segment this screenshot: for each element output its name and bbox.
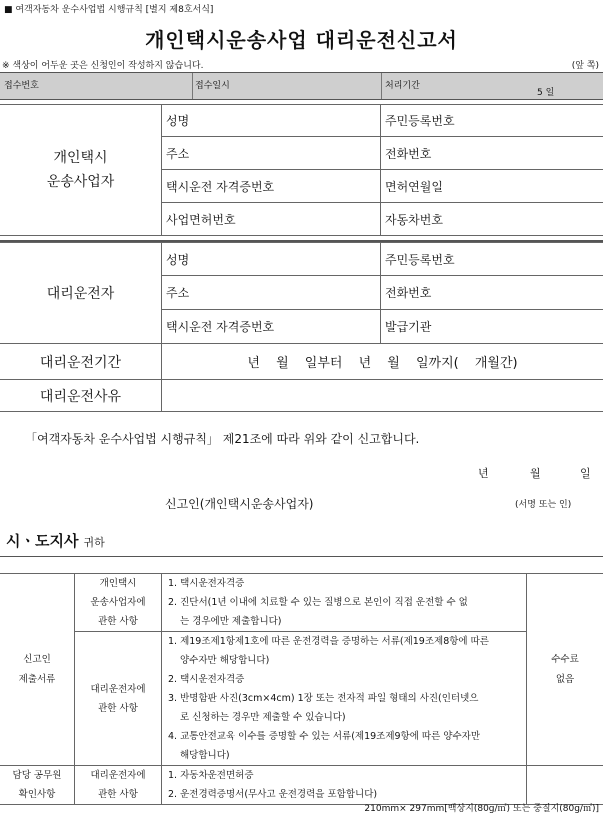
driver-doc-item: 해당합니다) — [180, 750, 230, 761]
owner-table — [0, 104, 603, 236]
owner-license-date-field[interactable]: 면허연월일 — [381, 170, 603, 203]
form-number: ■ 여객자동차 운수사업법 시행규칙 [별지 제8호서식] — [4, 5, 214, 15]
owner-car-no-field[interactable]: 자동차번호 — [381, 203, 603, 236]
driver-docs-label: 대리운전자에 관한 사항 — [75, 632, 162, 766]
submit-docs-label: 신고인 제출서류 — [0, 574, 75, 766]
driver-doc-item: 4. 교통안전교육 이수를 증명할 수 있는 서류(제19조제9항에 따른 양수자만 — [168, 731, 481, 742]
official-doc-item: 1. 자동차운전면허증 — [168, 770, 254, 781]
official-docs-list — [162, 766, 527, 805]
receipt-bar — [0, 72, 603, 100]
driver-phone-field[interactable]: 전화번호 — [381, 276, 603, 310]
driver-doc-item: 3. 반명함판 사진(3cm×4cm) 1장 또는 전자적 파일 형태의 사진(인터넷으 — [168, 693, 479, 704]
driver-issuer-field[interactable]: 발급기관 — [381, 310, 603, 344]
driver-license-cert-field[interactable]: 택시운전 자격증번호 — [162, 310, 381, 344]
date-year: 년 — [478, 467, 489, 480]
driver-section-label: 대리운전자 — [0, 243, 162, 344]
processing-period-label: 처리기간 — [385, 81, 420, 91]
official-doc-item: 2. 운전경력증명서(무사고 운전경력을 포함합니다) — [168, 789, 378, 800]
sign-hint: (서명 또는 인) — [515, 500, 572, 510]
receipt-number-label: 접수번호 — [4, 81, 39, 91]
driver-doc-item: 2. 택시운전자격증 — [168, 674, 245, 685]
driver-doc-item: 로 신청하는 경우만 제출할 수 있습니다) — [180, 712, 346, 723]
owner-address-field[interactable]: 주소 — [162, 137, 381, 170]
reason-field[interactable] — [162, 380, 603, 412]
driver-doc-item: 1. 제19조제1항제1호에 따른 운전경력을 증명하는 서류(제19조제8항에 따른 — [168, 636, 489, 647]
owner-docs-list — [162, 574, 527, 632]
date-month: 월 — [530, 467, 541, 480]
processing-period-value: 5 일 — [537, 88, 555, 98]
date-day: 일 — [580, 467, 591, 480]
driver-doc-item: 양수자만 해당합니다) — [180, 655, 270, 666]
driver-table — [0, 242, 603, 412]
owner-rrn-field[interactable]: 주민등록번호 — [381, 105, 603, 137]
driver-address-field[interactable]: 주소 — [162, 276, 381, 310]
driver-docs-list — [162, 632, 527, 766]
recipient: 시ㆍ도지사 귀하 — [6, 532, 105, 550]
receipt-date-label: 접수일시 — [195, 81, 230, 91]
period-field[interactable]: 년 월 일부터 년 월 일까지( 개월간) — [162, 344, 603, 380]
reason-label: 대리운전사유 — [0, 380, 162, 412]
owner-doc-item: 1. 택시운전자격증 — [168, 578, 245, 589]
owner-phone-field[interactable]: 전화번호 — [381, 137, 603, 170]
page-side: (앞 쪽) — [571, 61, 599, 71]
owner-doc-item: 2. 진단서(1년 이내에 치료할 수 있는 질병으로 본인이 직접 운전할 수 없 — [168, 597, 468, 608]
owner-name-field[interactable]: 성명 — [162, 105, 381, 137]
owner-docs-label: 개인택시 운송사업자에 관한 사항 — [75, 574, 162, 632]
owner-license-cert-field[interactable]: 택시운전 자격증번호 — [162, 170, 381, 203]
driver-name-field[interactable]: 성명 — [162, 243, 381, 276]
note: ※ 색상이 어두운 곳은 신청인이 작성하지 않습니다. — [2, 61, 204, 71]
owner-section-label: 개인택시 운송사업자 — [0, 105, 162, 236]
period-label: 대리운전기간 — [0, 344, 162, 380]
official-check-label: 담당 공무원 확인사항 — [0, 766, 75, 805]
fee-cell: 수수료 없음 — [527, 574, 603, 766]
official-driver-label: 대리운전자에 관한 사항 — [75, 766, 162, 805]
owner-business-no-field[interactable]: 사업면허번호 — [162, 203, 381, 236]
reporter-label: 신고인(개인택시운송사업자) — [165, 497, 314, 511]
paper-size: 210mm× 297mm[백상지(80g/㎡) 또는 중질지(80g/㎡)] — [364, 804, 599, 814]
driver-rrn-field[interactable]: 주민등록번호 — [381, 243, 603, 276]
declaration: 「여객자동차 운수사업법 시행규칙」 제21조에 따라 위와 같이 신고합니다. — [25, 432, 420, 446]
owner-doc-item: 는 경우에만 제출합니다) — [180, 616, 282, 627]
form-title: 개인택시운송사업 대리운전신고서 — [145, 28, 458, 52]
documents-table — [0, 573, 603, 805]
official-fee-blank — [527, 766, 603, 805]
